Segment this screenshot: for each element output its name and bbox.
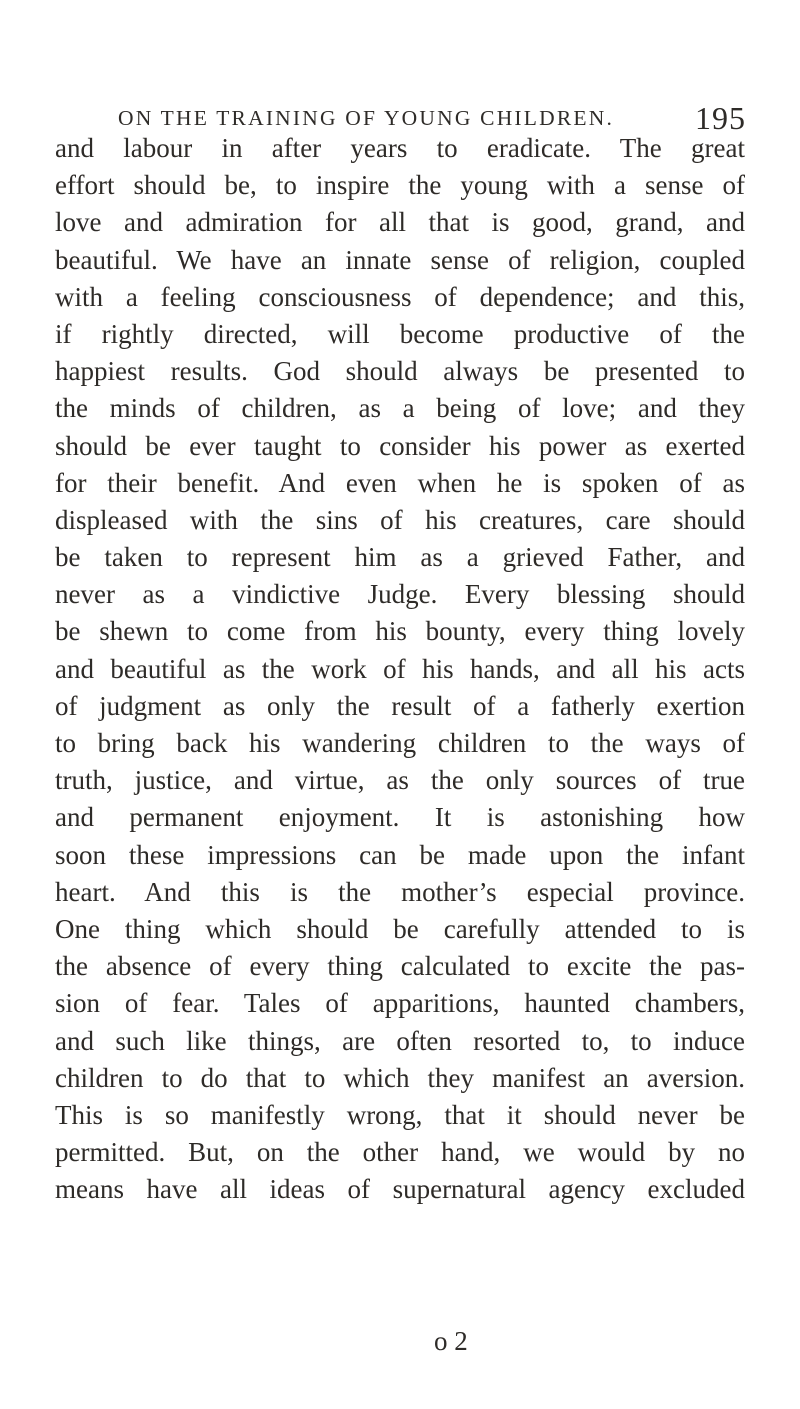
text-line: for their benefit. And even when he is spoken of as [55,467,745,498]
text-line: should be ever taught to consider his power as exerted [55,430,745,461]
text-line: the absence of every thing calculated to excite the pas- [55,951,745,982]
text-line: of judgment as only the result of a fatherly exertion [55,690,745,721]
page-number: 195 [695,100,746,136]
text-line: heart. And this is the mother’s especial province. [55,876,745,907]
text-line: This is so manifestly wrong, that it should never be [55,1099,745,1130]
text-line: displeased with the sins of his creatures, care should [55,504,745,535]
text-line: with a feeling consciousness of dependence; and this, [55,281,745,312]
text-line: never as a vindictive Judge. Every blessing should [55,579,745,610]
text-line: love and admiration for all that is good, grand, and [55,207,745,238]
text-line: to bring back his wandering children to the ways of [55,728,745,758]
text-line: effort should be, to inspire the young with a sense of [55,170,745,201]
text-line: beautiful. We have an innate sense of religion, coupled [55,244,745,275]
text-line: and labour in after years to eradicate. The great [55,133,745,163]
text-line: One thing which should be carefully attended to is [55,913,745,944]
text-line: and beautiful as the work of his hands, and all his acts [55,653,745,684]
text-line: soon these impressions can be made upon the infant [55,839,745,870]
text-line: sion of fear. Tales of apparitions, haunted chambers, [55,988,745,1019]
text-line: be shewn to come from his bounty, every thing lovely [55,616,745,647]
text-line: truth, justice, and virtue, as the only sources of true [55,765,745,796]
signature-mark: o 2 [434,1326,468,1356]
text-line: children to do that to which they manifest an aversion. [55,1062,745,1093]
text-line: permitted. But, on the other hand, we would by no [55,1137,745,1168]
text-line: be taken to represent him as a grieved Father, and [55,542,745,573]
text-line: happiest results. God should always be presented to [55,356,745,387]
body-text [55,130,745,1208]
text-line: and permanent enjoyment. It is astonishing how [55,802,745,833]
running-title: ON THE TRAINING OF YOUNG CHILDREN. [118,106,615,130]
text-line: and such like things, are often resorted to, to induce [55,1025,745,1056]
text-line: if rightly directed, will become productive of the [55,318,745,349]
text-line: the minds of children, as a being of love; and they [55,393,745,424]
text-line: means have all ideas of supernatural agency excluded [55,1174,745,1205]
